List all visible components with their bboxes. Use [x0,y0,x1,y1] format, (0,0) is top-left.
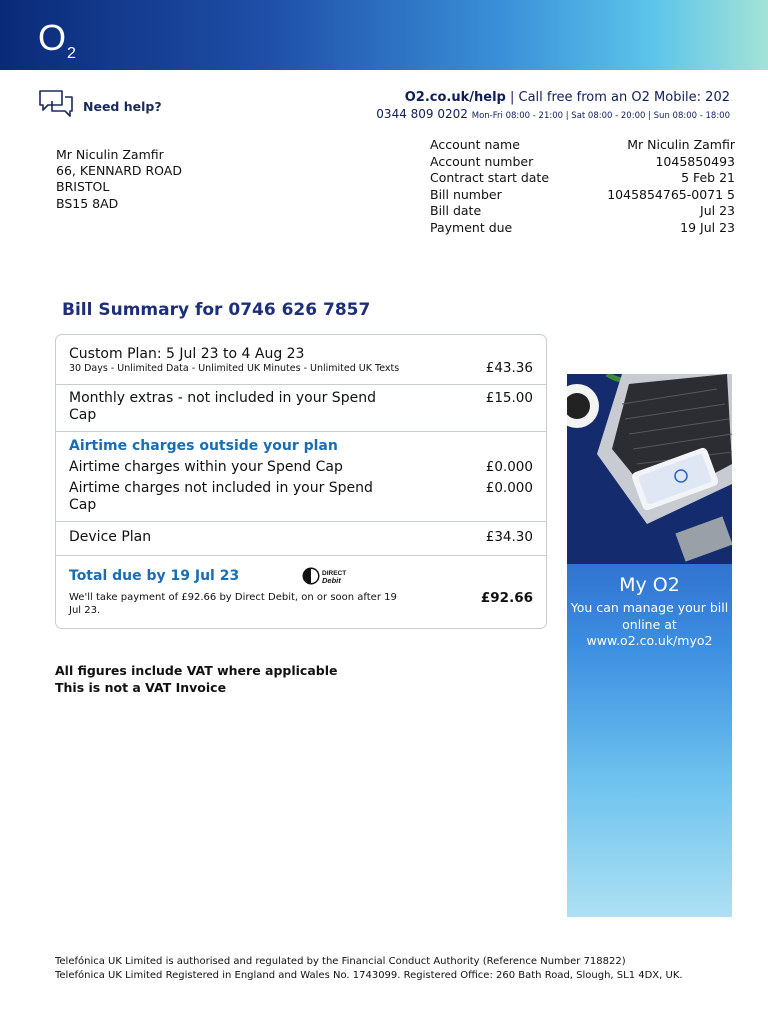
account-value: 5 Feb 21 [681,170,735,185]
account-value: Mr Niculin Zamfir [627,137,735,152]
account-row [430,154,735,171]
help-url-link[interactable]: O2.co.uk/help [404,90,506,105]
account-value: 19 Jul 23 [680,219,735,235]
svg-text:DIRECT: DIRECT [322,570,347,577]
svg-text:Debit: Debit [322,576,341,585]
total-section [56,556,546,628]
ad-title: My O2 [619,574,680,596]
phone-number: 0344 809 0202 [376,107,468,121]
footer-line-2: Telefónica UK Limited Registered in England and Wales No. 1743099. Registered Office: 260 Bath Road, Slough, SL1 4DX, UK. [55,970,683,981]
account-label: Account number [430,153,534,169]
call-free-text: | Call free from an O2 Mobile: 202 [509,90,730,105]
legal-footer [55,955,683,983]
account-label: Bill date [430,203,482,218]
account-row [430,203,735,220]
plan-section [56,335,546,385]
airtime-heading: Airtime charges outside your plan [69,438,338,454]
address-line: Mr Niculin Zamfir [56,147,164,162]
account-row [430,220,735,237]
plan-amount: £43.36 [485,360,533,376]
account-row [430,137,735,154]
chat-bubbles-icon [38,89,74,121]
vat-notice [55,663,337,696]
account-value: 1045854765-0071 5 [607,186,735,202]
airtime-within-label: Airtime charges within your Spend Cap [69,459,343,475]
account-label: Bill number [430,186,502,202]
account-details [430,137,735,236]
plan-label: Custom Plan: 5 Jul 23 to 4 Aug 23 [69,346,305,362]
extras-amount: £15.00 [485,390,533,406]
account-row [430,170,735,187]
vat-line-2: This is not a VAT Invoice [55,679,227,695]
address-line: 66, KENNARD ROAD [56,163,182,179]
footer-line-1: Telefónica UK Limited is authorised and regulated by the Financial Conduct Authority (Reference Number 718822) [55,956,626,967]
header-banner [0,0,768,70]
direct-debit-logo [301,566,361,586]
opening-hours: Mon-Fri 08:00 - 21:00 | Sat 08:00 - 20:00 | Sun 08:00 - 18:00 [471,111,730,121]
device-amount: £34.30 [485,529,533,545]
contact-line-1 [405,90,730,105]
account-label: Payment due [430,219,513,235]
plan-description: 30 Days - Unlimited Data - Unlimited UK Minutes - Unlimited UK Texts [69,363,400,374]
extras-label: Monthly extras - not included in your Spend Cap [69,390,376,423]
my-o2-advert[interactable] [567,374,732,917]
vat-line-1: All figures include VAT where applicable [55,663,338,678]
account-value: 1045850493 [655,153,735,169]
extras-section [56,385,546,432]
account-value: Jul 23 [700,203,735,218]
total-amount: £92.66 [480,590,533,606]
ad-text: You can manage your bill online at www.o2.co.uk/myo2 [570,600,729,648]
address-line: BS15 8AD [56,195,119,211]
airtime-not-included-label: Airtime charges not included in your Spend Cap [69,480,373,513]
contact-line-2 [376,107,730,121]
account-row [430,187,735,204]
bill-summary-box [55,334,547,629]
total-label: Total due by 19 Jul 23 [69,568,240,584]
airtime-within-amount: £0.000 [485,459,533,475]
airtime-section [56,432,546,522]
account-label: Account name [430,137,520,152]
address-line: BRISTOL [56,179,110,195]
customer-address [56,147,182,212]
o2-logo: $O_2$ [38,17,76,62]
total-note: We'll take payment of £92.66 by Direct Debit, on or soon after 19 Jul 23. [69,592,397,616]
laptop-phone-illustration [567,374,732,564]
airtime-not-included-amount: £0.000 [485,480,533,496]
account-label: Contract start date [430,170,550,185]
bill-summary-title: Bill Summary for 0746 626 7857 [62,300,371,320]
device-label: Device Plan [69,529,152,545]
device-section [56,522,546,556]
need-help-label: Need help? [83,99,162,114]
